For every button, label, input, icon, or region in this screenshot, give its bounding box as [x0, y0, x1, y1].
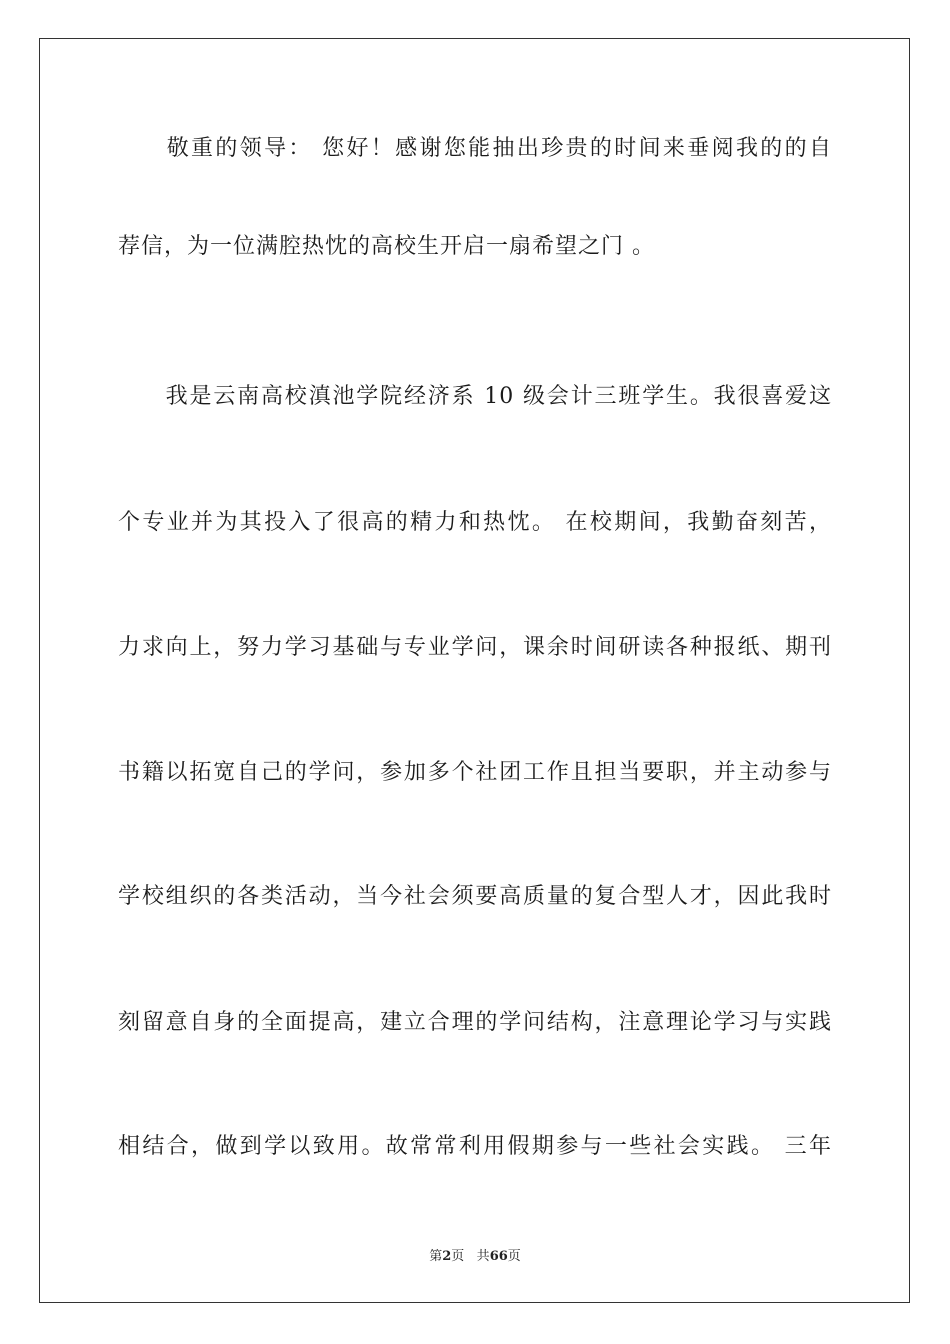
body-text-line: 学校组织的各类活动，当今社会须要高质量的复合型人才，因此我时	[118, 884, 832, 909]
body-text-line: 荐信，为一位满腔热忱的高校生开启一扇希望之门 。	[118, 234, 655, 259]
page-border	[39, 38, 910, 1303]
body-text-line: 敬重的领导： 您好！感谢您能抽出珍贵的时间来垂阅我的的自	[118, 136, 832, 161]
body-text-line: 个专业并为其投入了很高的精力和热忱。 在校期间，我勤奋刻苦，	[118, 510, 832, 535]
footer-prefix: 第	[429, 1249, 443, 1264]
footer-page-suffix: 页	[451, 1249, 465, 1264]
body-text-line: 刻留意自身的全面提高，建立合理的学问结构，注意理论学习与实践	[118, 1010, 832, 1035]
body-text-line: 力求向上，努力学习基础与专业学问，课余时间研读各种报纸、期刊	[118, 635, 832, 660]
footer-total-prefix: 共	[476, 1249, 490, 1264]
page-footer	[0, 1248, 950, 1266]
footer-page-number: 2	[442, 1249, 452, 1264]
footer-total-pages: 66	[489, 1249, 508, 1264]
body-text-line: 相结合，做到学以致用。故常常利用假期参与一些社会实践。 三年	[118, 1134, 832, 1159]
body-text-line: 我是云南高校滇池学院经济系 10 级会计三班学生。我很喜爱这	[118, 384, 832, 409]
footer-total-suffix: 页	[507, 1249, 521, 1264]
body-text-line: 书籍以拓宽自己的学问，参加多个社团工作且担当要职，并主动参与	[118, 760, 832, 785]
